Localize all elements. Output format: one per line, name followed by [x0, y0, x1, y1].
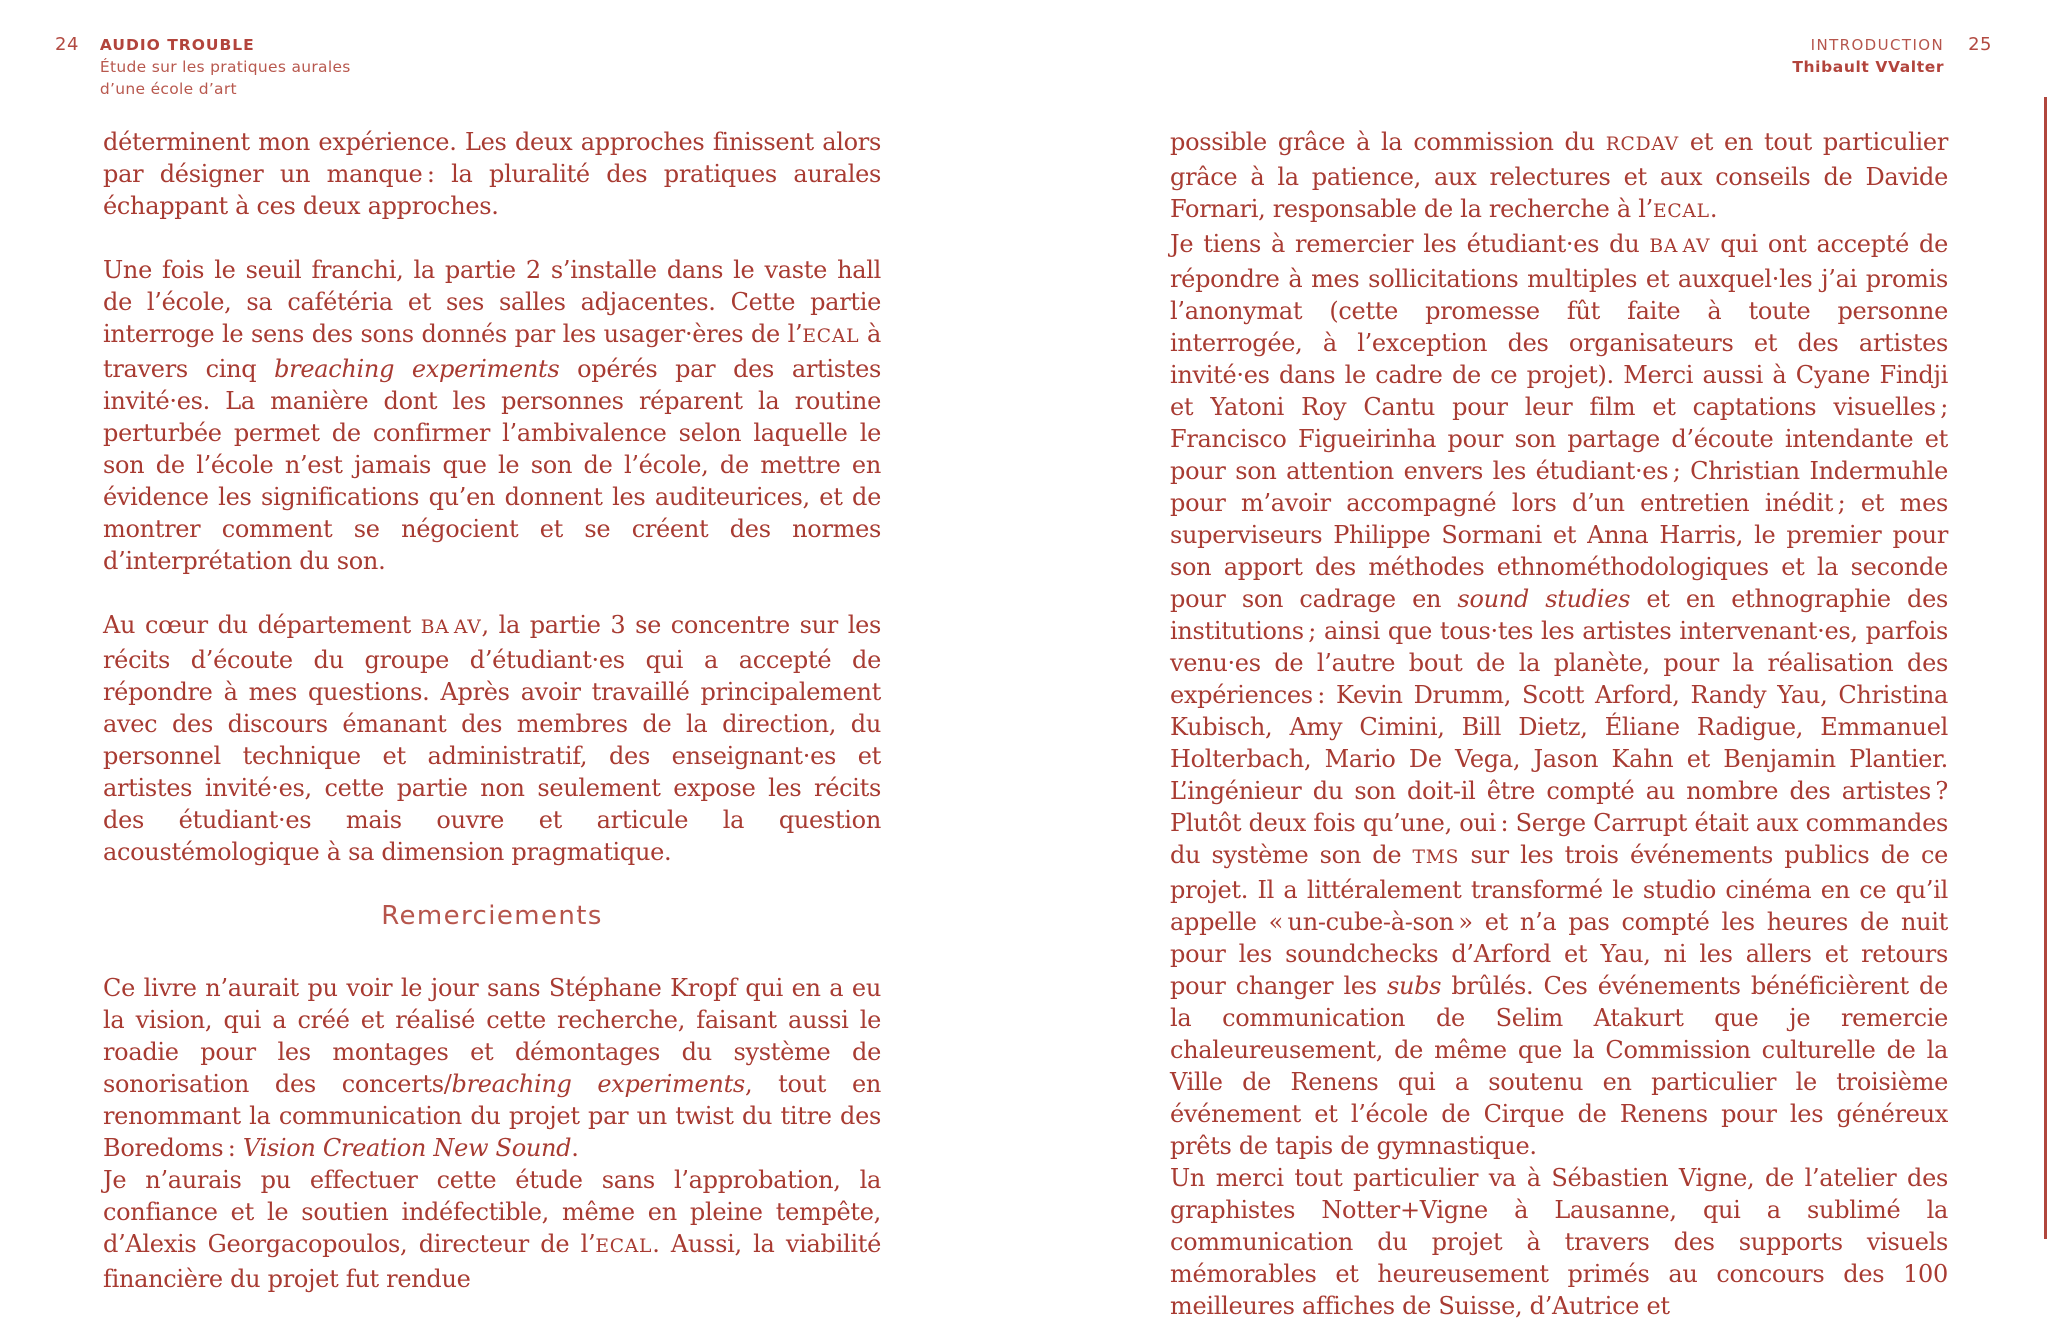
paragraph: Ce livre n’aurait pu voir le jour sans Stéphane Kropf qui en a eu la vision, qui a créé et réalisé cette recherche, faisant aussi le roadie pour les montages et démontages du système de sonorisation des concerts/breaching experiments, tout en renommant la communication du projet par un twist du titre des Boredoms : Vision Creation New Sound.: [103, 974, 882, 1162]
right-head-stack: [1792, 34, 1944, 78]
book-subtitle-line1: Étude sur les pratiques aurales: [99, 58, 351, 76]
section-heading: Remerciements: [381, 901, 603, 931]
right-running-head: [1792, 34, 1992, 78]
book-subtitle-line2: d’une école d’art: [99, 80, 237, 98]
right-page-number: 25: [1968, 34, 1992, 55]
book-title-block: [100, 34, 351, 100]
paragraph: Au cœur du département BA AV, la partie 3 se concentre sur les récits d’écoute du groupe d’étudiant·es qui a accepté de répondre à mes questions. Après avoir travaillé principalement avec des discours émanant des membres de la direction, du personnel technique et administratif, des enseignant·es et artistes invité·es, cette partie non seulement expose les récits des étudiant·es mais ouvre et articule la question acoustémologique à sa dimension pragmatique.: [103, 611, 882, 866]
author-name: Thibault VValter: [1792, 58, 1945, 76]
paragraph: possible grâce à la commission du RCDAV et en tout particulier grâce à la patience, aux relectures et aux conseils de Davide Fornari, responsable de la recherche à l’ECAL.: [1170, 128, 1949, 223]
left-page-number: 24: [55, 34, 79, 55]
left-text-column: [103, 126, 881, 1295]
left-running-head: [55, 34, 351, 100]
paragraph: Un merci tout particulier va à Sébastien Vigne, de l’atelier des graphistes Notter+Vigne à Lausanne, qui a sublimé la communication du projet à travers des supports visuels mémorables et heureusement primés au concours des 100 meilleures affiches de Suisse, d’Autrice et: [1170, 1164, 1948, 1320]
chapter-running-head: INTRODUCTION: [1810, 36, 1945, 54]
paragraph: Une fois le seuil franchi, la partie 2 s’installe dans le vaste hall de l’école, sa cafétéria et ses salles adjacentes. Cette partie interroge le sens des sons donnés par les usager·ères de l’ECAL à travers cinq breaching experiments opérés par des artistes invité·es. La manière dont les personnes réparent la routine perturbée permet de confirmer l’ambivalence selon laquelle le son de l’école n’est jamais que le son de l’école, de mettre en évidence les significations qu’en donnent les auditeurices, et de montrer comment se négocient et se créent des normes d’interprétation du son.: [103, 256, 882, 575]
paragraph: Je n’aurais pu effectuer cette étude sans l’approbation, la confiance et le soutien indéfectible, même en pleine tempête, d’Alexis Georgacopoulos, directeur de l’ECAL. Aussi, la viabilité financière du projet fut rendue: [103, 1166, 881, 1293]
book-title: AUDIO TROUBLE: [99, 36, 255, 54]
paragraph: déterminent mon expérience. Les deux approches finissent alors par désigner un manque : la pluralité des pratiques aurales échappant à ces deux approches.: [103, 128, 881, 220]
paragraph: Je tiens à remercier les étudiant·es du BA AV qui ont accepté de répondre à mes sollicitations multiples et auxquel·les j’ai promis l’anonymat (cette promesse fût faite à toute personne interrogée, à l’exception des organisateurs et des artistes invité·es dans le cadre de ce projet). Merci aussi à Cyane Findji et Yatoni Roy Cantu pour leur film et captations visuelles ; Francisco Figueirinha pour son partage d’écoute intendante et pour son attention envers les étudiant·es ; Christian Indermuhle pour m’avoir accompagné lors d’un entretien inédit ; et mes superviseurs Philippe Sormani et Anna Harris, le premier pour son apport des méthodes ethnométhodologiques et la seconde pour son cadrage en sound studies et en ethnographie des institutions ; ainsi que tous·tes les artistes intervenant·es, parfois venu·es de l’autre bout de la planète, pour la réalisation des expériences : Kevin Drumm, Scott Arford, Randy Yau, Christina Kubisch, Amy Cimini, Bill Dietz, Éliane Radigue, Emmanuel Holterbach, Mario De Vega, Jason Kahn et Benjamin Plantier. L’ingénieur du son doit-il être compté au nombre des artistes ? Plutôt deux fois qu’une, oui : Serge Carrupt était aux commandes du système son de TMS sur les trois événements publics de ce projet. Il a littéralement transformé le studio cinéma en ce qu’il appelle « un-cube-à-son » et n’a pas compté les heures de nuit pour les soundchecks d’Arford et Yau, ni les allers et retours pour changer les subs brûlés. Ces événements bénéficièrent de la communication de Selim Atakurt que je remercie chaleureusement, de même que la Commission culturelle de la Ville de Renens qui a soutenu en particulier le troisième événement et l’école de Cirque de Renens pour les généreux prêts de tapis de gymnastique.: [1170, 230, 1948, 1160]
right-text-column: [1170, 126, 1948, 1322]
